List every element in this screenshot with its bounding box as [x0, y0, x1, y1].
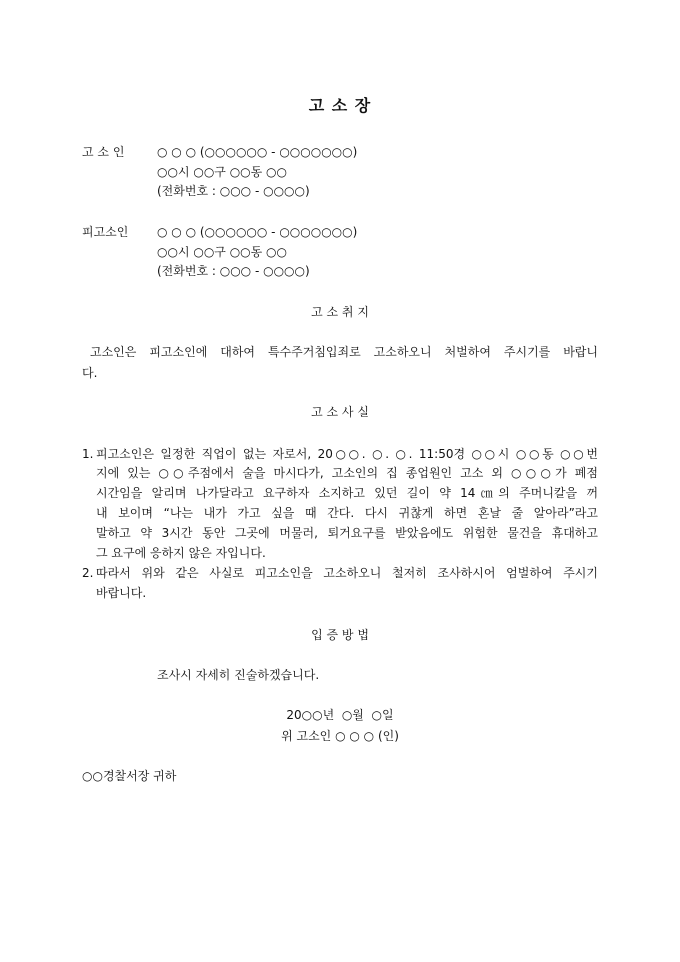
facts-item-2-number: 2.: [82, 566, 94, 580]
defendant-address: ○○시 ○○구 ○○동 ○○: [157, 245, 287, 259]
complainant-phone: (전화번호 : ○○○ - ○○○○): [157, 184, 310, 198]
defendant-name-id: ○ ○ ○ (○○○○○○ - ○○○○○○○): [157, 225, 358, 239]
facts-item-2-line-1: 따라서 위와 같은 사실로 피고소인을 고소하오니 철저히 조사하시어 엄벌하여 주시기: [96, 566, 598, 580]
facts-item-1-line-5: 말하고 약 3시간 동안 그곳에 머물러, 퇴거요구를 받았음에도 위험한 물건을 휴대하고: [96, 526, 598, 540]
facts-item-1-line-3: 시간임을 알리며 나가달라고 요구하자 소지하고 있던 길이 약 14㎝의 주머니칼을 꺼: [96, 486, 598, 500]
facts-item-2-line-2: 바랍니다.: [96, 586, 147, 600]
purpose-body-line-2: 다.: [82, 366, 98, 380]
complainant-address: ○○시 ○○구 ○○동 ○○: [157, 165, 287, 179]
purpose-body-line-1: 고소인은 피고소인에 대하여 특수주거침입죄로 고소하오니 처벌하여 주시기를 바랍니: [90, 345, 598, 359]
complainant-name-id: ○ ○ ○ (○○○○○○ - ○○○○○○○): [157, 145, 358, 159]
facts-item-1-number: 1.: [82, 447, 94, 461]
evidence-heading: 입 증 방 법: [311, 628, 369, 642]
facts-item-1-line-6: 그 요구에 응하지 않은 자입니다.: [96, 546, 266, 560]
facts-item-1-line-1: 피고소인은 일정한 직업이 없는 자로서, 20○○. ○. ○. 11:50경 ○○시 ○○동 ○○번: [96, 447, 598, 461]
document-title: 고 소 장: [308, 96, 372, 115]
facts-item-1-line-2: 지에 있는 ○○주점에서 술을 마시다가, 고소인의 집 종업원인 고소 외 ○○○가 폐점: [96, 466, 598, 480]
complainant-label: 고 소 인: [82, 145, 125, 159]
document-date: 20○○년 ○월 ○일: [286, 708, 394, 722]
facts-item-1-line-4: 내 보이며 “나는 내가 가고 싶을 때 간다. 다시 귀찮게 하면 혼날 줄 알아라”라고: [96, 506, 598, 520]
evidence-body: 조사시 자세히 진술하겠습니다.: [157, 668, 320, 682]
defendant-phone: (전화번호 : ○○○ - ○○○○): [157, 264, 310, 278]
signature-line: 위 고소인 ○ ○ ○ (인): [281, 729, 399, 743]
addressee: ○○경찰서장 귀하: [82, 769, 177, 783]
facts-heading: 고 소 사 실: [311, 405, 369, 419]
purpose-heading: 고 소 취 지: [311, 305, 369, 319]
defendant-label: 피고소인: [82, 225, 129, 239]
